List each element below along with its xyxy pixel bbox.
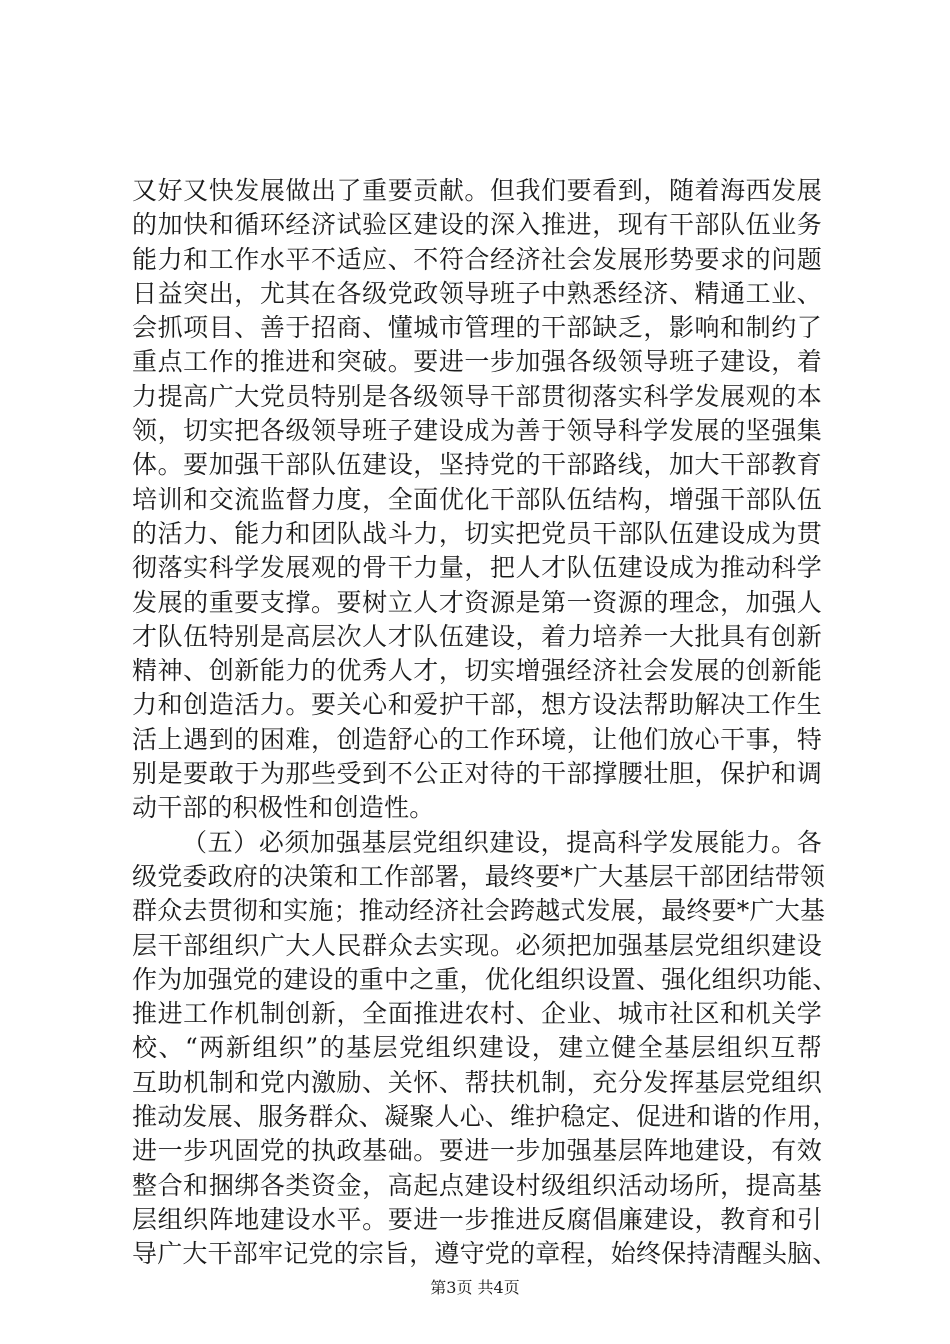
text-line: 导广大干部牢记党的宗旨，遵守党的章程，始终保持清醒头脑、 — [132, 1239, 838, 1269]
text-line: 精神、创新能力的优秀人才，切实增强经济社会发展的创新能 — [132, 656, 822, 686]
page-footer — [0, 1278, 950, 1298]
page-number: 第3页 共4页 — [430, 1278, 520, 1297]
text-line: 动干部的积极性和创造性。 — [132, 793, 435, 823]
text-line: 发展的重要支撑。要树立人才资源是第一资源的理念，加强人 — [132, 587, 822, 617]
text-line: 级党委政府的决策和工作部署，最终要*广大基层干部团结带领 — [132, 861, 826, 891]
text-line: 力提高广大党员特别是各级领导干部贯彻落实科学发展观的本 — [132, 381, 822, 411]
text-line: 又好又快发展做出了重要贡献。但我们要看到，随着海西发展 — [132, 176, 822, 205]
text-line: 的活力、能力和团队战斗力，切实把党员干部队伍建设成为贯 — [132, 518, 822, 548]
text-line: 力和创造活力。要关心和爱护干部，想方设法帮助解决工作生 — [132, 690, 822, 720]
text-line: 群众去贯彻和实施；推动经济社会跨越式发展，最终要*广大基 — [132, 896, 826, 926]
text-line: 能力和工作水平不适应、不符合经济社会发展形势要求的问题 — [132, 244, 822, 274]
text-line: 活上遇到的困难，创造舒心的工作环境，让他们放心干事，特 — [132, 724, 822, 754]
text-line: 别是要敢于为那些受到不公正对待的干部撑腰壮胆，保护和调 — [132, 759, 822, 789]
text-line: 层组织阵地建设水平。要进一步推进反腐倡廉建设，教育和引 — [132, 1204, 822, 1234]
body-text — [132, 174, 838, 1272]
text-line: 体。要加强干部队伍建设，坚持党的干部路线，加大干部教育 — [132, 450, 822, 480]
text-line: 的加快和循环经济试验区建设的深入推进，现有干部队伍业务 — [132, 210, 822, 240]
text-line: 培训和交流监督力度，全面优化干部队伍结构，增强干部队伍 — [132, 484, 822, 514]
text-line: 校、“两新组织”的基层党组织建设，建立健全基层组织互帮 — [132, 1033, 822, 1063]
text-line: 进一步巩固党的执政基础。要进一步加强基层阵地建设，有效 — [132, 1136, 822, 1166]
text-line: 彻落实科学发展观的骨干力量，把人才队伍建设成为推动科学 — [132, 553, 822, 583]
text-line: 才队伍特别是高层次人才队伍建设，着力培养一大批具有创新 — [132, 621, 822, 651]
text-line: 会抓项目、善于招商、懂城市管理的干部缺乏，影响和制约了 — [132, 313, 822, 343]
paragraph-start-line: （五）必须加强基层党组织建设，提高科学发展能力。各 — [182, 827, 822, 857]
text-line: 日益突出，尤其在各级党政领导班子中熟悉经济、精通工业、 — [132, 278, 822, 308]
text-line: 作为加强党的建设的重中之重，优化组织设置、强化组织功能、 — [132, 964, 838, 994]
text-line: 领，切实把各级领导班子建设成为善于领导科学发展的坚强集 — [132, 416, 822, 446]
text-line: 推进工作机制创新，全面推进农村、企业、城市社区和机关学 — [132, 999, 822, 1029]
text-line: 重点工作的推进和突破。要进一步加强各级领导班子建设，着 — [132, 347, 822, 377]
text-line: 层干部组织广大人民群众去实现。必须把加强基层党组织建设 — [132, 930, 822, 960]
text-line: 推动发展、服务群众、凝聚人心、维护稳定、促进和谐的作用， — [132, 1102, 838, 1132]
text-line: 互助机制和党内激励、关怀、帮扶机制，充分发挥基层党组织 — [132, 1067, 822, 1097]
text-line: 整合和捆绑各类资金，高起点建设村级组织活动场所，提高基 — [132, 1170, 822, 1200]
